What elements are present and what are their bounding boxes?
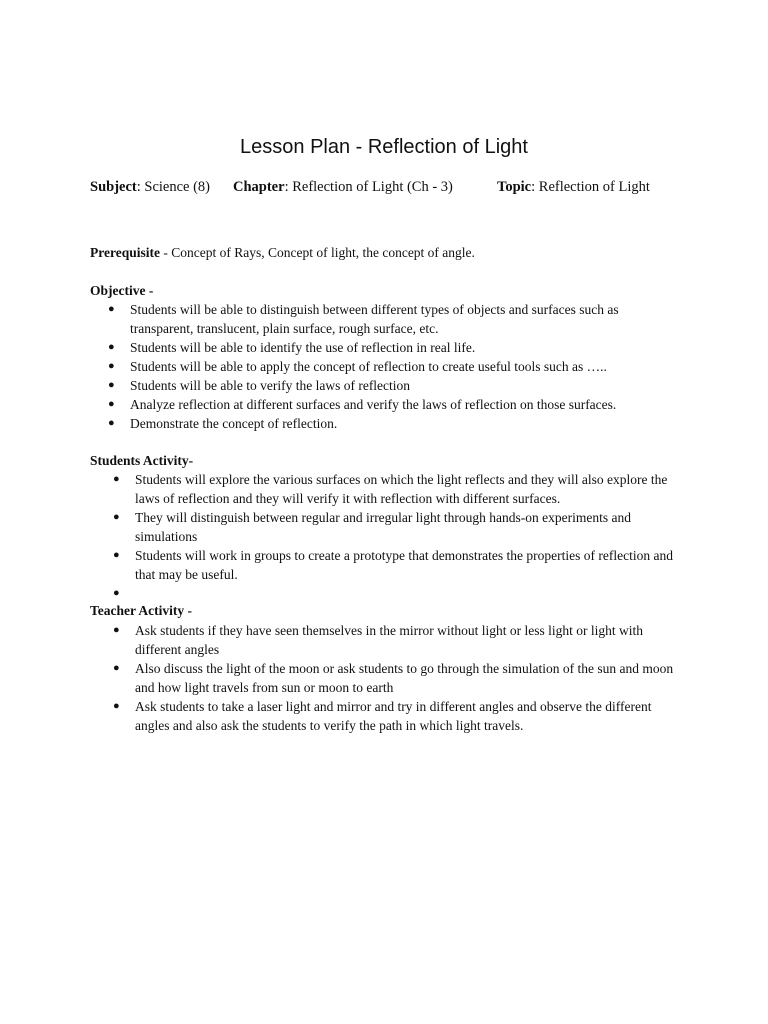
bullet-icon: ● [108,398,115,410]
topic-value: : Reflection of Light [531,179,650,195]
list-item [113,546,683,584]
teacher-activity-item-text: Ask students to take a laser light and mirror and try in different angles and observe the different angles and also ask the students to verify the path in which light travels. [135,699,652,733]
objective-item-text: Students will be able to apply the concept of reflection to create useful tools such as ….. [130,359,607,374]
topic-label: Topic [497,179,532,195]
bullet-icon: ● [113,700,120,712]
students-activity-item-text: They will distinguish between regular and irregular light through hands-on experiments and simulations [135,510,631,544]
lesson-meta-line [90,177,730,197]
list-item [108,395,668,414]
objective-item-text: Students will be able to identify the use of reflection in real life. [130,340,476,355]
teacher-activity-item-text: Also discuss the light of the moon or ask students to go through the simulation of the sun and moon and how light travels from sun or moon to earth [135,661,674,695]
bullet-icon: ● [108,379,115,391]
prerequisite-text: - Concept of Rays, Concept of light, the concept of angle. [160,245,475,260]
prerequisite-paragraph [90,243,690,262]
objective-item-text: Students will be able to verify the laws of reflection [130,378,411,393]
page-title: Lesson Plan - Reflection of Light [240,136,528,158]
students-activity-list [113,470,683,603]
students-activity-item-text: Students will work in groups to create a prototype that demonstrates the properties of reflection and that may be useful. [135,548,673,582]
subject-field [90,177,210,197]
teacher-activity-item-text: Ask students if they have seen themselves in the mirror without light or less light or light with different angles [135,623,644,657]
list-item [113,470,683,508]
topic-field [497,177,650,197]
objective-item-text: Students will be able to distinguish between different types of objects and surfaces such as transparent, translucent, plain surface, rough surface, etc. [130,302,619,336]
objective-heading: Objective - [90,283,154,298]
bullet-icon: ● [108,360,115,372]
list-item [108,414,668,433]
list-item [108,300,668,338]
bullet-icon: ● [113,662,120,674]
chapter-field [233,177,453,197]
teacher-activity-list [113,621,683,735]
objective-item-text: Demonstrate the concept of reflection. [130,416,338,431]
list-item [113,508,683,546]
teacher-activity-heading: Teacher Activity - [90,603,192,618]
list-item [108,376,668,395]
prerequisite-label: Prerequisite [90,245,160,260]
bullet-icon: ● [113,473,120,485]
students-activity-item-text: Students will explore the various surfaces on which the light reflects and they will also explore the laws of reflection and they will verify it with reflection with different surfaces. [135,472,668,506]
subject-label: Subject [90,179,137,195]
list-item [108,357,668,376]
bullet-icon: ● [113,624,120,636]
objective-list [108,300,668,433]
bullet-icon: ● [108,417,115,429]
list-item [113,697,683,735]
bullet-icon: ● [113,511,120,523]
chapter-value: : Reflection of Light (Ch - 3) [284,179,453,195]
bullet-icon: ● [108,341,115,353]
bullet-icon: ● [113,587,120,599]
objective-item-text: Analyze reflection at different surfaces and verify the laws of reflection on those surfaces. [130,397,617,412]
subject-value: : Science (8) [136,179,211,195]
list-item [108,338,668,357]
list-item [113,621,683,659]
bullet-icon: ● [108,303,115,315]
students-activity-heading: Students Activity- [90,453,194,468]
chapter-label: Chapter [233,179,285,195]
bullet-icon: ● [113,549,120,561]
list-item [113,584,683,603]
list-item [113,659,683,697]
